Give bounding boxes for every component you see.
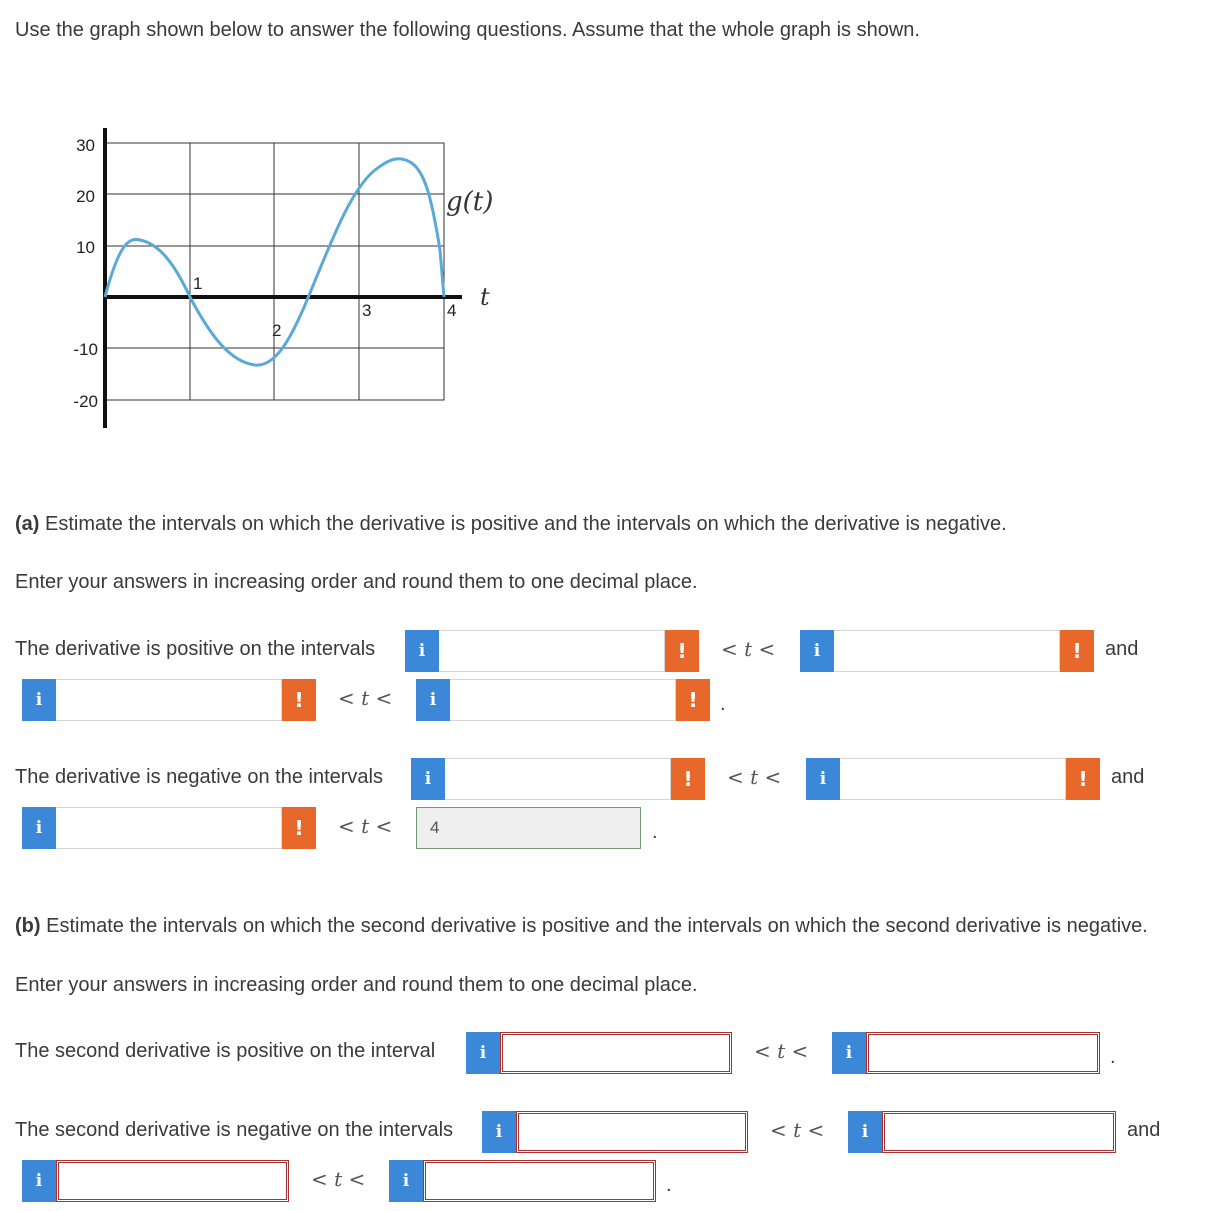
warning-icon[interactable]: !	[676, 679, 710, 721]
warning-icon[interactable]: !	[665, 630, 699, 672]
second-derivative-negative-label: The second derivative is negative on the intervals	[15, 1119, 454, 1141]
part-a-label: (a)	[15, 513, 40, 535]
info-icon[interactable]: i	[806, 758, 840, 800]
part-b-label: (b)	[15, 915, 41, 937]
info-icon[interactable]: i	[389, 1160, 423, 1202]
info-icon[interactable]: i	[416, 679, 450, 721]
period-text: .	[666, 1174, 672, 1196]
x-tick-4: 4	[447, 301, 457, 320]
warning-icon[interactable]: !	[671, 758, 705, 800]
period-text: .	[1110, 1046, 1116, 1068]
x-tick-1: 1	[193, 274, 203, 293]
part-b-heading-text: Estimate the intervals on which the second derivative is positive and the intervals on which the second derivative is negative.	[40, 915, 1148, 937]
a-neg-2-end-input[interactable]: 4	[416, 807, 641, 849]
info-icon[interactable]: i	[411, 758, 445, 800]
part-b-instructions: Enter your answers in increasing order and round them to one decimal place.	[15, 974, 698, 996]
y-tick-neg10: -10	[73, 340, 98, 359]
part-a-heading	[15, 512, 1007, 536]
b-neg-1-end-input[interactable]	[882, 1111, 1116, 1153]
derivative-negative-label: The derivative is negative on the intervals	[15, 766, 383, 788]
second-derivative-positive-label: The second derivative is positive on the interval	[15, 1040, 436, 1062]
info-icon[interactable]: i	[832, 1032, 866, 1074]
a-pos-1-start-input[interactable]	[439, 630, 665, 672]
y-tick-neg20: -20	[73, 392, 98, 411]
info-icon[interactable]: i	[800, 630, 834, 672]
part-a-instructions: Enter your answers in increasing order and round them to one decimal place.	[15, 571, 698, 593]
part-b-heading	[15, 914, 1148, 938]
inequality: < t <	[770, 1118, 825, 1142]
intro-text: Use the graph shown below to answer the following questions. Assume that the whole graph is shown.	[15, 19, 920, 41]
warning-icon[interactable]: !	[282, 807, 316, 849]
b-neg-1-start-input[interactable]	[516, 1111, 748, 1153]
b-pos-start-input[interactable]	[500, 1032, 732, 1074]
info-icon[interactable]: i	[405, 630, 439, 672]
y-tick-20: 20	[76, 187, 95, 206]
and-text: and	[1127, 1119, 1161, 1141]
inequality: < t <	[311, 1167, 366, 1191]
a-pos-2-start-input[interactable]	[56, 679, 282, 721]
and-text: and	[1111, 766, 1145, 788]
y-tick-30: 30	[76, 136, 95, 155]
a-neg-1-start-input[interactable]	[445, 758, 671, 800]
b-pos-end-input[interactable]	[866, 1032, 1100, 1074]
inequality: < t <	[338, 814, 393, 838]
info-icon[interactable]: i	[482, 1111, 516, 1153]
a-pos-1-end-input[interactable]	[834, 630, 1060, 672]
info-icon[interactable]: i	[22, 1160, 56, 1202]
and-text: and	[1105, 638, 1139, 660]
y-tick-10: 10	[76, 238, 95, 257]
warning-icon[interactable]: !	[282, 679, 316, 721]
a-neg-2-start-input[interactable]	[56, 807, 282, 849]
info-icon[interactable]: i	[22, 807, 56, 849]
inequality: < t <	[727, 765, 782, 789]
period-text: .	[720, 693, 726, 715]
function-label: g(t)	[446, 187, 494, 217]
x-tick-3: 3	[362, 301, 372, 320]
part-a-heading-text: Estimate the intervals on which the derivative is positive and the intervals on which the derivative is negative.	[39, 513, 1007, 535]
inequality: < t <	[721, 637, 776, 661]
b-neg-2-start-input[interactable]	[56, 1160, 289, 1202]
info-icon[interactable]: i	[22, 679, 56, 721]
info-icon[interactable]: i	[848, 1111, 882, 1153]
a-neg-1-end-input[interactable]	[840, 758, 1066, 800]
x-tick-2: 2	[272, 321, 282, 340]
warning-icon[interactable]: !	[1066, 758, 1100, 800]
period-text: .	[652, 821, 658, 843]
derivative-positive-label: The derivative is positive on the intervals	[15, 638, 376, 660]
t-axis-label: t	[480, 283, 490, 311]
inequality: < t <	[754, 1039, 809, 1063]
inequality: < t <	[338, 686, 393, 710]
warning-icon[interactable]: !	[1060, 630, 1094, 672]
graph-figure	[0, 100, 520, 440]
a-pos-2-end-input[interactable]	[450, 679, 676, 721]
b-neg-2-end-input[interactable]	[423, 1160, 656, 1202]
info-icon[interactable]: i	[466, 1032, 500, 1074]
